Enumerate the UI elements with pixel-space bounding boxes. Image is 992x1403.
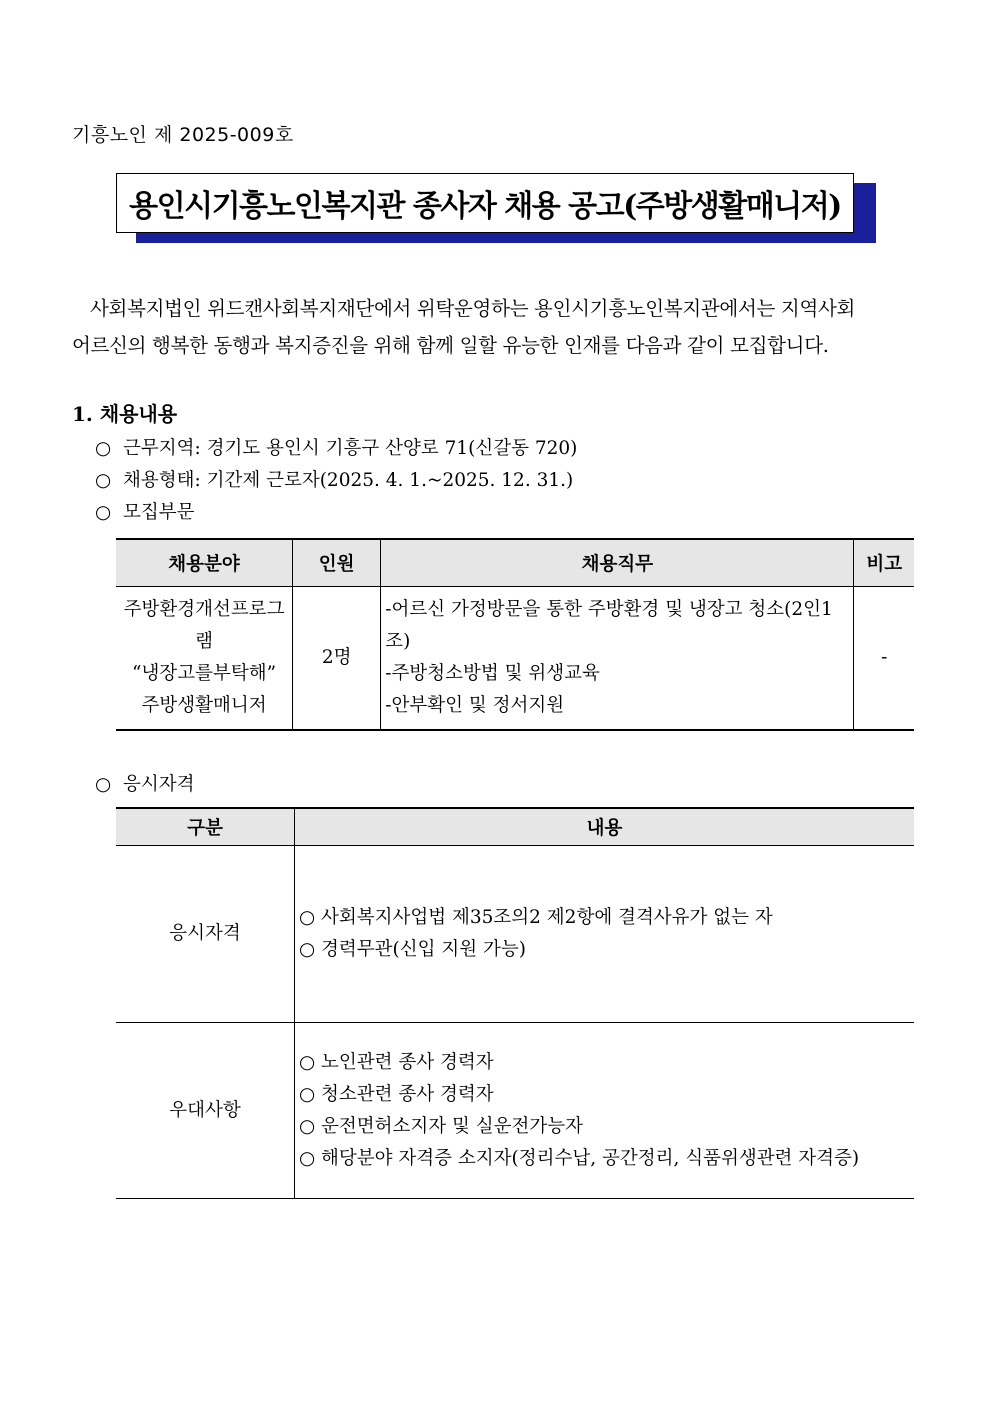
duty-line: -주방청소방법 및 위생교육	[385, 663, 600, 684]
qual-item: ○ 청소관련 종사 경력자	[299, 1083, 494, 1105]
work-location-item	[95, 434, 577, 460]
header-category: 구분	[116, 808, 295, 846]
section-heading: 1. 채용내용	[72, 402, 178, 426]
field-cell	[116, 587, 293, 731]
table-row	[116, 587, 914, 731]
bullet-mark: ○	[95, 470, 112, 491]
page-title: 용인시기흥노인복지관 종사자 채용 공고(주방생활매니저)	[116, 173, 854, 233]
work-location-text: 근무지역: 경기도 용인시 기흥구 산양로 71(신갈동 720)	[123, 438, 578, 459]
field-line: 주방생활매니저	[141, 695, 267, 716]
header-field: 채용분야	[116, 539, 293, 587]
employment-type-item	[95, 466, 573, 492]
count-cell: 2명	[293, 587, 381, 731]
row-items	[295, 846, 915, 1023]
field-line: “냉장고를부탁해”	[132, 663, 277, 684]
header-content: 내용	[295, 808, 915, 846]
intro-paragraph	[72, 290, 924, 364]
row-label: 우대사항	[116, 1023, 295, 1199]
qual-item: ○ 해당분야 자격증 소지자(정리수납, 공간정리, 식품위생관련 자격증)	[299, 1147, 860, 1169]
title-banner	[116, 173, 878, 245]
duty-line: -어르신 가정방문을 통한 주방환경 및 냉장고 청소(2인1조)	[385, 599, 833, 652]
header-duties: 채용직무	[381, 539, 854, 587]
table-row	[116, 846, 914, 1023]
document-number: 기흥노인 제 2025-009호	[72, 124, 294, 146]
bullet-mark: ○	[95, 438, 112, 459]
header-count: 인원	[293, 539, 381, 587]
qual-item: ○ 경력무관(신입 지원 가능)	[299, 939, 526, 960]
duty-line: -안부확인 및 정서지원	[385, 695, 565, 716]
row-items	[295, 1023, 915, 1199]
note-cell: -	[854, 587, 914, 731]
bullet-mark: ○	[95, 502, 112, 523]
intro-line-1: 사회복지법인 위드캔사회복지재단에서 위탁운영하는 용인시기흥노인복지관에서는 지역사회	[90, 297, 856, 320]
qual-item: ○ 노인관련 종사 경력자	[299, 1051, 494, 1073]
duties-cell	[381, 587, 854, 731]
qualification-item	[95, 770, 194, 796]
employment-type-text: 채용형태: 기간제 근로자(2025. 4. 1.~2025. 12. 31.)	[123, 470, 574, 491]
bullet-mark: ○	[95, 774, 112, 795]
intro-line-2: 어르신의 행복한 동행과 복지증진을 위해 함께 일할 유능한 인재를 다음과 같이 모집합니다.	[72, 334, 829, 357]
row-label: 응시자격	[116, 846, 295, 1023]
field-line: 주방환경개선프로그램	[123, 599, 285, 652]
recruit-dept-text: 모집부문	[123, 502, 195, 523]
recruit-dept-item	[95, 498, 194, 524]
header-note: 비고	[854, 539, 914, 587]
qualification-text: 응시자격	[123, 774, 195, 795]
recruit-table	[116, 538, 914, 731]
qual-item: ○ 사회복지사업법 제35조의2 제2항에 결격사유가 없는 자	[299, 907, 773, 928]
qualification-table	[116, 807, 914, 1199]
table-row	[116, 1023, 914, 1199]
qual-item: ○ 운전면허소지자 및 실운전가능자	[299, 1115, 583, 1137]
